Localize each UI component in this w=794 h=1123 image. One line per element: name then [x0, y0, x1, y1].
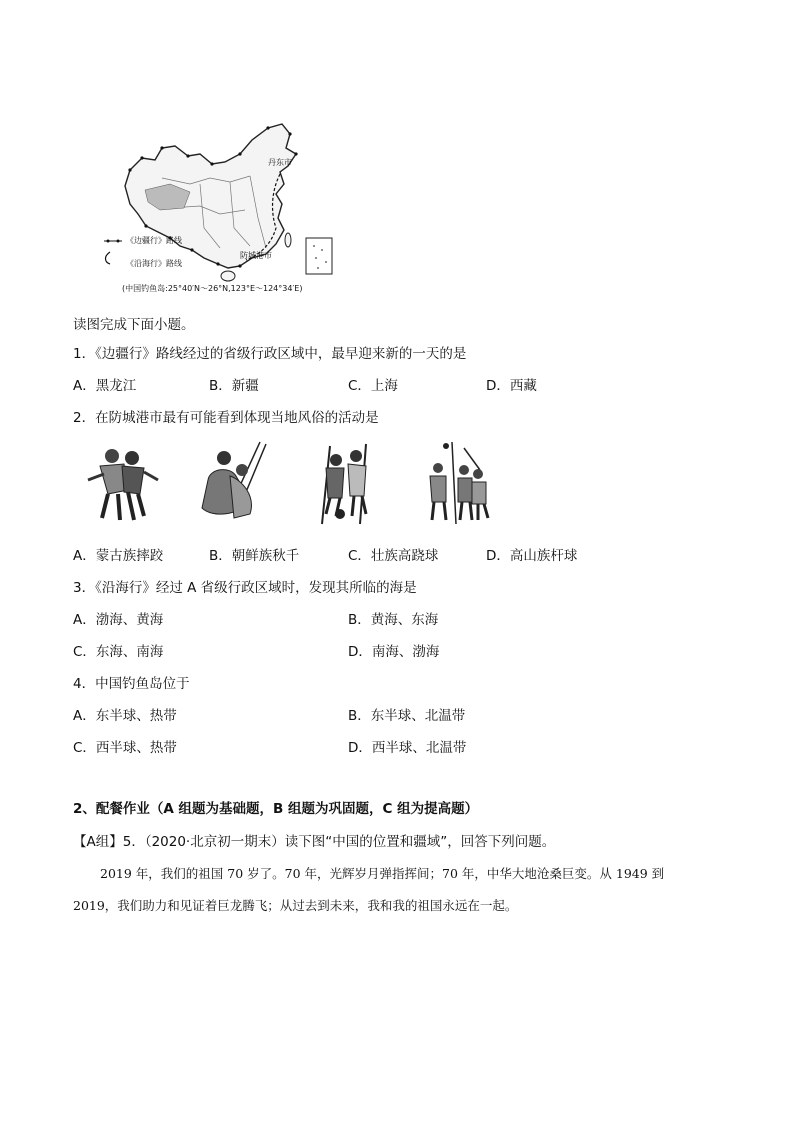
label-fangcheng: 防城港市 [240, 251, 272, 260]
q2-option-b[interactable]: B．朝鲜族秋千 [209, 548, 300, 564]
q4-option-b[interactable]: B．东半球、北温带 [348, 708, 466, 724]
south-sea-inset [306, 238, 332, 274]
china-route-map [100, 118, 340, 298]
q4-option-d[interactable]: D．西半球、北温带 [348, 740, 467, 756]
q1-option-c[interactable]: C．上海 [348, 378, 398, 394]
q5-stem: 【A组】5．（2020·北京初一期末）读下图“中国的位置和疆域”，回答下列问题。 [73, 834, 556, 850]
q4-stem: 4．中国钓鱼岛位于 [73, 676, 190, 692]
china-map-graphic [100, 118, 340, 298]
q1-stem: 1．《边疆行》路线经过的省级行政区域中，最早迎来新的一天的是 [73, 346, 467, 362]
swing-picture [190, 440, 276, 526]
passage-line-2: 2019，我们助力和见证着巨龙腾飞；从过去到未来，我和我的祖国永远在一起。 [73, 898, 518, 913]
q3-stem: 3．《沿海行》经过 A 省级行政区域时，发现其所临的海是 [73, 580, 417, 596]
legend-coast-label: 《沿海行》路线 [126, 259, 182, 268]
q1-option-a[interactable]: A．黑龙江 [73, 378, 137, 394]
q2-option-c[interactable]: C．壮族高跷球 [348, 548, 439, 564]
wrestling-picture [78, 440, 164, 526]
q3-option-b[interactable]: B．黄海、东海 [348, 612, 439, 628]
q1-option-d[interactable]: D．西藏 [486, 378, 537, 394]
hainan-island [221, 271, 235, 281]
folk-activity-images [78, 440, 508, 526]
q3-option-c[interactable]: C．东海、南海 [73, 644, 164, 660]
taiwan-island [285, 233, 291, 247]
q2-option-d[interactable]: D．高山族杆球 [486, 548, 578, 564]
q4-option-c[interactable]: C．西半球、热带 [73, 740, 177, 756]
intro-text: 读图完成下面小题。 [73, 317, 195, 333]
section2-title: 2、配餐作业（A 组题为基础题，B 组题为巩固题，C 组为提高题） [73, 801, 479, 817]
label-dandong: 丹东市 [268, 158, 292, 167]
q3-option-a[interactable]: A．渤海、黄海 [73, 612, 164, 628]
q4-option-a[interactable]: A．东半球、热带 [73, 708, 177, 724]
legend-coast-symbol [106, 252, 111, 264]
q2-stem: 2．在防城港市最有可能看到体现当地风俗的活动是 [73, 410, 379, 426]
q1-option-b[interactable]: B．新疆 [209, 378, 259, 394]
stilt-ball-picture [308, 440, 394, 526]
legend-border-label: 《边疆行》路线 [126, 236, 182, 245]
q2-option-a[interactable]: A．蒙古族摔跤 [73, 548, 164, 564]
passage-line-1: 2019 年，我们的祖国 70 岁了。70 年，光辉岁月弹指挥间；70 年，中华大地沧桑巨变。从 1949 到 [100, 866, 665, 881]
q3-option-d[interactable]: D．南海、渤海 [348, 644, 440, 660]
map-caption: (中国钓鱼岛:25°40′N～26°N,123°E～124°34′E) [122, 284, 303, 293]
pole-ball-picture [416, 440, 502, 526]
